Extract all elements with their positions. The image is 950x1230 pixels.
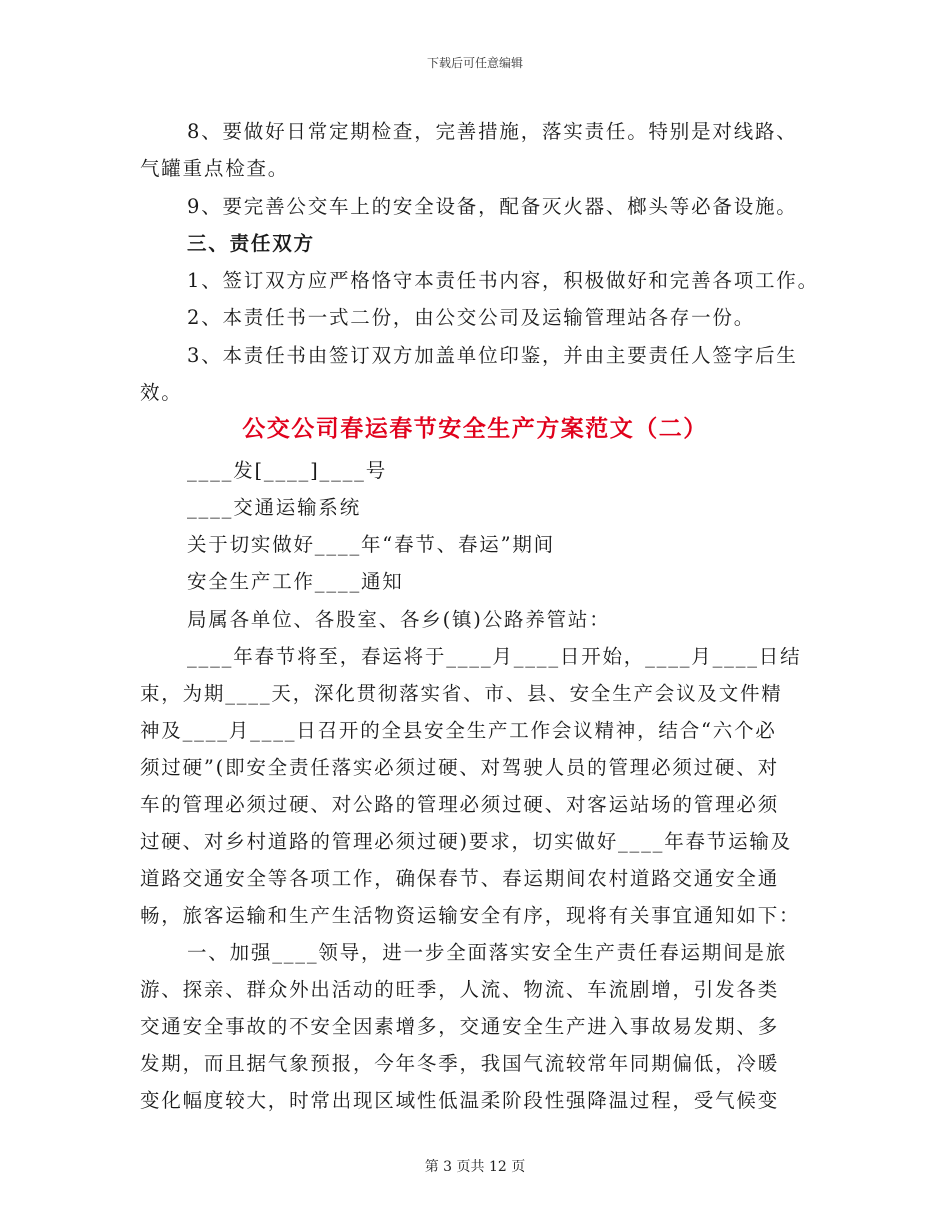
- doc-number-line: ____发[____]____号: [187, 459, 388, 482]
- paragraph-line: 1、签订双方应严格恪守本责任书内容，积极做好和完善各项工作。: [187, 269, 819, 292]
- paragraph-line: 气罐重点检查。: [140, 157, 290, 180]
- paragraph-line: 道路交通安全等各项工作，确保春节、春运期间农村道路交通安全通: [140, 867, 780, 890]
- paragraph-line: 安全生产工作____通知: [187, 570, 404, 593]
- paragraph-line: 神及____月____日召开的全县安全生产工作会议精神，结合“六个必: [140, 719, 777, 742]
- paragraph-line: 8、要做好日常定期检查，完善措施，落实责任。特别是对线路、: [187, 120, 798, 143]
- page-footer: 第 3 页共 12 页: [424, 1159, 526, 1175]
- paragraph-line: 变化幅度较大，时常出现区域性低温柔阶段性强降温过程，受气候变: [140, 1089, 780, 1112]
- paragraph-line: 交通安全事故的不安全因素增多，交通安全生产进入事故易发期、多: [140, 1015, 780, 1038]
- paragraph-line: 车的管理必须过硬、对公路的管理必须过硬、对客运站场的管理必须: [140, 793, 780, 816]
- header-note: 下载后可任意编辑: [426, 56, 523, 70]
- paragraph-line: 9、要完善公交车上的安全设备，配备灭火器、榔头等必备设施。: [187, 195, 798, 218]
- paragraph-line: 关于切实做好____年“春节、春运”期间: [187, 533, 555, 556]
- paragraph-line: 效。: [140, 381, 183, 404]
- paragraph-line: 一、加强____领导，进一步全面落实安全生产责任春运期间是旅: [187, 941, 787, 964]
- paragraph-line: 须过硬”(即安全责任落实必须过硬、对驾驶人员的管理必须过硬、对: [140, 756, 779, 779]
- paragraph-line: 束，为期____天，深化贯彻落实省、市、县、安全生产会议及文件精: [140, 682, 783, 705]
- document-title: 公交公司春运春节安全生产方案范文（二）: [242, 415, 708, 442]
- paragraph-line: 局属各单位、各股室、各乡(镇)公路养管站：: [187, 608, 611, 631]
- paragraph-line: ____年春节将至，春运将于____月____日开始，____月____日结: [187, 645, 802, 668]
- paragraph-line: 2、本责任书一式二份，由公交公司及运输管理站各存一份。: [187, 306, 756, 329]
- section-heading: 三、责任双方: [187, 232, 315, 255]
- paragraph-line: 3、本责任书由签订双方加盖单位印鉴，并由主要责任人签字后生: [187, 344, 798, 367]
- paragraph-line: 过硬、对乡村道路的管理必须过硬)要求，切实做好____年春节运输及: [140, 830, 793, 853]
- paragraph-line: 发期，而且据气象预报，今年冬季，我国气流较常年同期偏低，冷暖: [140, 1052, 780, 1075]
- paragraph-line: ____交通运输系统: [187, 496, 361, 519]
- paragraph-line: 游、探亲、群众外出活动的旺季，人流、物流、车流剧增，引发各类: [140, 978, 780, 1001]
- paragraph-line: 畅，旅客运输和生产生活物资运输安全有序，现将有关事宜通知如下：: [140, 904, 801, 927]
